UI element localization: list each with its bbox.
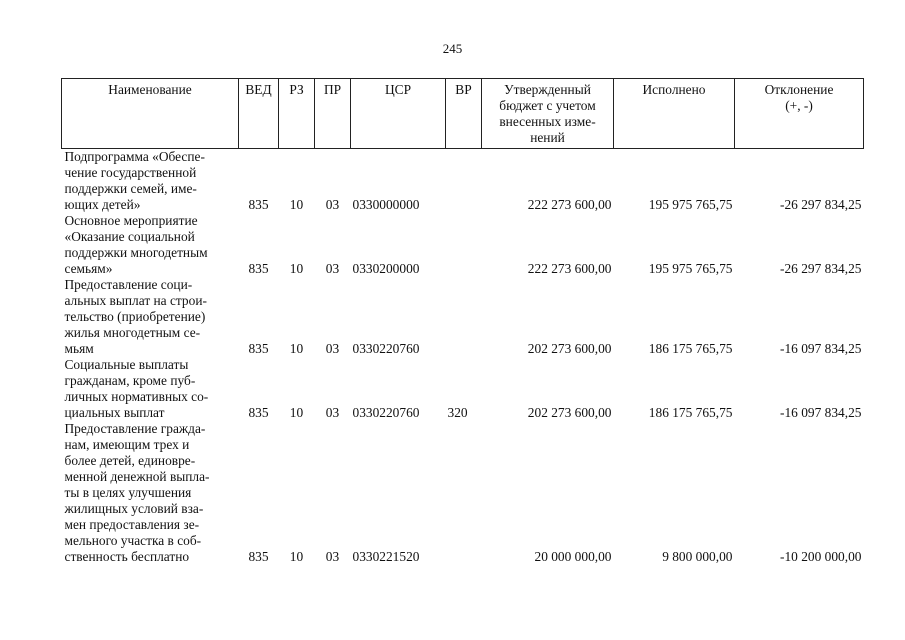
header-deviation: Отклонение (+, -): [735, 79, 864, 149]
row-ved: 835: [248, 261, 269, 276]
row-rz: 10: [289, 549, 304, 564]
table-row: [62, 277, 864, 357]
table-body: [62, 149, 864, 566]
header-executed: Исполнено: [614, 79, 735, 149]
row-executed: 186 175 765,75: [648, 405, 733, 420]
row-executed: 195 975 765,75: [648, 261, 733, 276]
row-csr: 0330221520: [352, 549, 420, 564]
row-name: Социальные выплаты гражданам, кроме пуб- личных нормативных со- циальных выплат: [64, 357, 209, 420]
header-name: Наименование: [62, 79, 239, 149]
row-deviation: -16 097 834,25: [780, 341, 862, 356]
budget-execution-table: [61, 78, 864, 565]
row-ved: 835: [248, 405, 269, 420]
row-pr: 03: [325, 261, 340, 276]
row-rz: 10: [289, 197, 304, 212]
row-ved: 835: [248, 341, 269, 356]
row-name: Подпрограмма «Обеспе- чение государственной поддержки семей, име- ющих детей»: [64, 149, 205, 212]
header-csr: ЦСР: [351, 79, 446, 149]
row-deviation: -26 297 834,25: [780, 197, 862, 212]
row-approved: 222 273 600,00: [527, 261, 612, 276]
header-row: [62, 79, 864, 149]
row-csr: 0330000000: [352, 197, 420, 212]
row-vr: [446, 421, 482, 565]
table-row: [62, 421, 864, 565]
row-executed: 9 800 000,00: [662, 549, 733, 564]
row-name: Основное мероприятие «Оказание социальной поддержки многодетным семьям»: [64, 213, 208, 276]
row-pr: 03: [325, 405, 340, 420]
header-approved-budget: Утвержденный бюджет с учетом внесенных изме- нений: [482, 79, 614, 149]
row-rz: 10: [289, 261, 304, 276]
header-rz: РЗ: [279, 79, 315, 149]
row-csr: 0330220760: [352, 341, 420, 356]
row-name: Предоставление соци- альных выплат на строи- тельство (приобретение) жилья многодетным се- мьям: [64, 277, 207, 356]
row-rz: 10: [289, 341, 304, 356]
row-vr: [446, 149, 482, 214]
row-vr: 320: [447, 405, 468, 420]
row-csr: 0330200000: [352, 261, 420, 276]
page-number: 245: [442, 41, 463, 56]
row-name: Предоставление гражда- нам, имеющим трех и более детей, единовре- менной денежной выпла- ты в целях улучшения жилищных условий вза- мен предоставления зе- мельного участка в соб- ственность бесплатно: [64, 421, 210, 564]
row-approved: 202 273 600,00: [527, 405, 612, 420]
row-pr: 03: [325, 549, 340, 564]
table-row: [62, 357, 864, 421]
header-ved: ВЕД: [239, 79, 279, 149]
row-deviation: -26 297 834,25: [780, 261, 862, 276]
row-csr: 0330220760: [352, 405, 420, 420]
row-approved: 202 273 600,00: [527, 341, 612, 356]
row-ved: 835: [248, 549, 269, 564]
row-approved: 222 273 600,00: [527, 197, 612, 212]
row-approved: 20 000 000,00: [534, 549, 612, 564]
header-vr: ВР: [446, 79, 482, 149]
row-deviation: -16 097 834,25: [780, 405, 862, 420]
row-deviation: -10 200 000,00: [780, 549, 862, 564]
row-rz: 10: [289, 405, 304, 420]
table-row: [62, 149, 864, 214]
row-ved: 835: [248, 197, 269, 212]
row-pr: 03: [325, 341, 340, 356]
table-row: [62, 213, 864, 277]
row-executed: 195 975 765,75: [648, 197, 733, 212]
row-executed: 186 175 765,75: [648, 341, 733, 356]
header-pr: ПР: [315, 79, 351, 149]
table-header: [62, 79, 864, 149]
row-vr: [446, 213, 482, 277]
row-vr: [446, 277, 482, 357]
row-pr: 03: [325, 197, 340, 212]
